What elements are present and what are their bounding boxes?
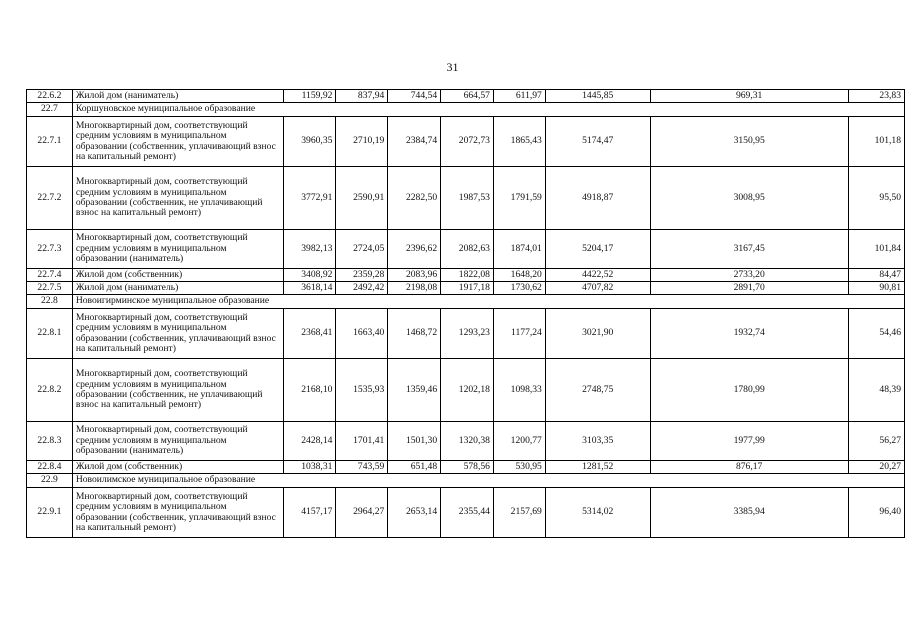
row-description: Жилой дом (наниматель)	[72, 282, 283, 295]
value-cell-3: 2653,14	[388, 488, 441, 538]
row-code: 22.7.3	[27, 230, 73, 269]
table-row	[27, 282, 905, 295]
value-cell-5: 1865,43	[493, 117, 545, 167]
value-cell-8: 95,50	[848, 167, 904, 230]
value-cell-5: 1098,33	[493, 359, 545, 422]
section-row	[27, 474, 905, 488]
row-description: Жилой дом (собственник)	[72, 269, 283, 282]
value-cell-1: 2368,41	[283, 309, 336, 359]
value-cell-8: 48,39	[848, 359, 904, 422]
row-description: Многоквартирный дом, соответствующий средним условиям в муниципальном образовании (собственник, уплачивающий взнос на капитальный ремонт)	[72, 488, 283, 538]
row-description: Многоквартирный дом, соответствующий средним условиям в муниципальном образовании (собственник, не уплачивающий взнос на капитальный ремонт)	[72, 359, 283, 422]
value-cell-3: 1468,72	[388, 309, 441, 359]
value-cell-3: 2282,50	[388, 167, 441, 230]
value-cell-3: 1501,30	[388, 422, 441, 461]
row-code: 22.7.4	[27, 269, 73, 282]
section-title: Новоилимское муниципальное образование	[72, 474, 904, 488]
value-cell-6: 5204,17	[545, 230, 650, 269]
row-code: 22.8.3	[27, 422, 73, 461]
table-row	[27, 167, 905, 230]
value-cell-4: 1917,18	[441, 282, 494, 295]
value-cell-1: 2428,14	[283, 422, 336, 461]
value-cell-3: 2198,08	[388, 282, 441, 295]
section-row	[27, 295, 905, 309]
value-cell-3: 2083,96	[388, 269, 441, 282]
row-code: 22.7.1	[27, 117, 73, 167]
value-cell-2: 743,59	[336, 461, 388, 474]
row-code: 22.8.1	[27, 309, 73, 359]
value-cell-4: 1822,08	[441, 269, 494, 282]
value-cell-4: 1202,18	[441, 359, 494, 422]
value-cell-5: 1200,77	[493, 422, 545, 461]
value-cell-6: 4918,87	[545, 167, 650, 230]
value-cell-7: 876,17	[650, 461, 848, 474]
row-code: 22.8.2	[27, 359, 73, 422]
value-cell-7: 3167,45	[650, 230, 848, 269]
value-cell-5: 611,97	[493, 90, 545, 103]
value-cell-6: 5314,02	[545, 488, 650, 538]
table-row	[27, 422, 905, 461]
value-cell-1: 3408,92	[283, 269, 336, 282]
value-cell-2: 2710,19	[336, 117, 388, 167]
value-cell-1: 3618,14	[283, 282, 336, 295]
value-cell-4: 1320,38	[441, 422, 494, 461]
value-cell-7: 1977,99	[650, 422, 848, 461]
value-cell-2: 2724,05	[336, 230, 388, 269]
row-description: Многоквартирный дом, соответствующий средним условиям в муниципальном образовании (собственник, не уплачивающий взнос на капитальный ремонт)	[72, 167, 283, 230]
value-cell-8: 90,81	[848, 282, 904, 295]
value-cell-3: 744,54	[388, 90, 441, 103]
value-cell-6: 1281,52	[545, 461, 650, 474]
value-cell-8: 54,46	[848, 309, 904, 359]
value-cell-2: 2359,28	[336, 269, 388, 282]
row-description: Многоквартирный дом, соответствующий средним условиям в муниципальном образовании (собственник, уплачивающий взнос на капитальный ремонт)	[72, 117, 283, 167]
table-row	[27, 269, 905, 282]
value-cell-4: 664,57	[441, 90, 494, 103]
value-cell-2: 2964,27	[336, 488, 388, 538]
value-cell-7: 2891,70	[650, 282, 848, 295]
table-row	[27, 488, 905, 538]
table-row	[27, 461, 905, 474]
value-cell-8: 101,18	[848, 117, 904, 167]
value-cell-7: 3008,95	[650, 167, 848, 230]
value-cell-8: 23,83	[848, 90, 904, 103]
value-cell-3: 651,48	[388, 461, 441, 474]
row-description: Жилой дом (наниматель)	[72, 90, 283, 103]
value-cell-1: 4157,17	[283, 488, 336, 538]
value-cell-5: 1648,20	[493, 269, 545, 282]
value-cell-3: 1359,46	[388, 359, 441, 422]
row-description: Многоквартирный дом, соответствующий средним условиям в муниципальном образовании (наниматель)	[72, 230, 283, 269]
value-cell-2: 2590,91	[336, 167, 388, 230]
value-cell-2: 1535,93	[336, 359, 388, 422]
value-cell-7: 1932,74	[650, 309, 848, 359]
value-cell-2: 837,94	[336, 90, 388, 103]
section-row	[27, 103, 905, 117]
value-cell-2: 2492,42	[336, 282, 388, 295]
value-cell-1: 1159,92	[283, 90, 336, 103]
value-cell-8: 56,27	[848, 422, 904, 461]
value-cell-6: 1445,85	[545, 90, 650, 103]
table-row	[27, 117, 905, 167]
table-row	[27, 309, 905, 359]
value-cell-1: 3960,35	[283, 117, 336, 167]
page-number: 31	[446, 60, 459, 74]
section-title: Новоигирминское муниципальное образование	[72, 295, 904, 309]
row-description: Многоквартирный дом, соответствующий средним условиям в муниципальном образовании (наниматель)	[72, 422, 283, 461]
value-cell-7: 3150,95	[650, 117, 848, 167]
value-cell-1: 2168,10	[283, 359, 336, 422]
tariff-table	[26, 89, 905, 538]
row-code: 22.7.5	[27, 282, 73, 295]
value-cell-3: 2384,74	[388, 117, 441, 167]
row-code: 22.7.2	[27, 167, 73, 230]
value-cell-7: 2733,20	[650, 269, 848, 282]
value-cell-8: 101,84	[848, 230, 904, 269]
row-code: 22.9	[27, 474, 73, 488]
value-cell-7: 969,31	[650, 90, 848, 103]
value-cell-1: 3982,13	[283, 230, 336, 269]
row-description: Многоквартирный дом, соответствующий средним условиям в муниципальном образовании (собственник, уплачивающий взнос на капитальный ремонт)	[72, 309, 283, 359]
value-cell-4: 1293,23	[441, 309, 494, 359]
row-code: 22.8	[27, 295, 73, 309]
row-code: 22.8.4	[27, 461, 73, 474]
value-cell-6: 3103,35	[545, 422, 650, 461]
row-description: Жилой дом (собственник)	[72, 461, 283, 474]
value-cell-6: 2748,75	[545, 359, 650, 422]
value-cell-5: 1874,01	[493, 230, 545, 269]
value-cell-6: 3021,90	[545, 309, 650, 359]
value-cell-6: 5174,47	[545, 117, 650, 167]
row-code: 22.9.1	[27, 488, 73, 538]
table-row	[27, 90, 905, 103]
value-cell-7: 1780,99	[650, 359, 848, 422]
value-cell-5: 1177,24	[493, 309, 545, 359]
value-cell-8: 84,47	[848, 269, 904, 282]
value-cell-2: 1663,40	[336, 309, 388, 359]
table-row	[27, 359, 905, 422]
value-cell-4: 2072,73	[441, 117, 494, 167]
row-code: 22.7	[27, 103, 73, 117]
section-title: Коршуновское муниципальное образование	[72, 103, 904, 117]
value-cell-6: 4707,82	[545, 282, 650, 295]
value-cell-8: 20,27	[848, 461, 904, 474]
value-cell-3: 2396,62	[388, 230, 441, 269]
table-body	[27, 90, 905, 538]
value-cell-6: 4422,52	[545, 269, 650, 282]
value-cell-4: 578,56	[441, 461, 494, 474]
value-cell-8: 96,40	[848, 488, 904, 538]
value-cell-4: 2355,44	[441, 488, 494, 538]
value-cell-1: 1038,31	[283, 461, 336, 474]
row-code: 22.6.2	[27, 90, 73, 103]
value-cell-5: 1791,59	[493, 167, 545, 230]
value-cell-2: 1701,41	[336, 422, 388, 461]
table-row	[27, 230, 905, 269]
value-cell-5: 530,95	[493, 461, 545, 474]
value-cell-4: 2082,63	[441, 230, 494, 269]
value-cell-5: 2157,69	[493, 488, 545, 538]
value-cell-1: 3772,91	[283, 167, 336, 230]
value-cell-7: 3385,94	[650, 488, 848, 538]
value-cell-4: 1987,53	[441, 167, 494, 230]
value-cell-5: 1730,62	[493, 282, 545, 295]
